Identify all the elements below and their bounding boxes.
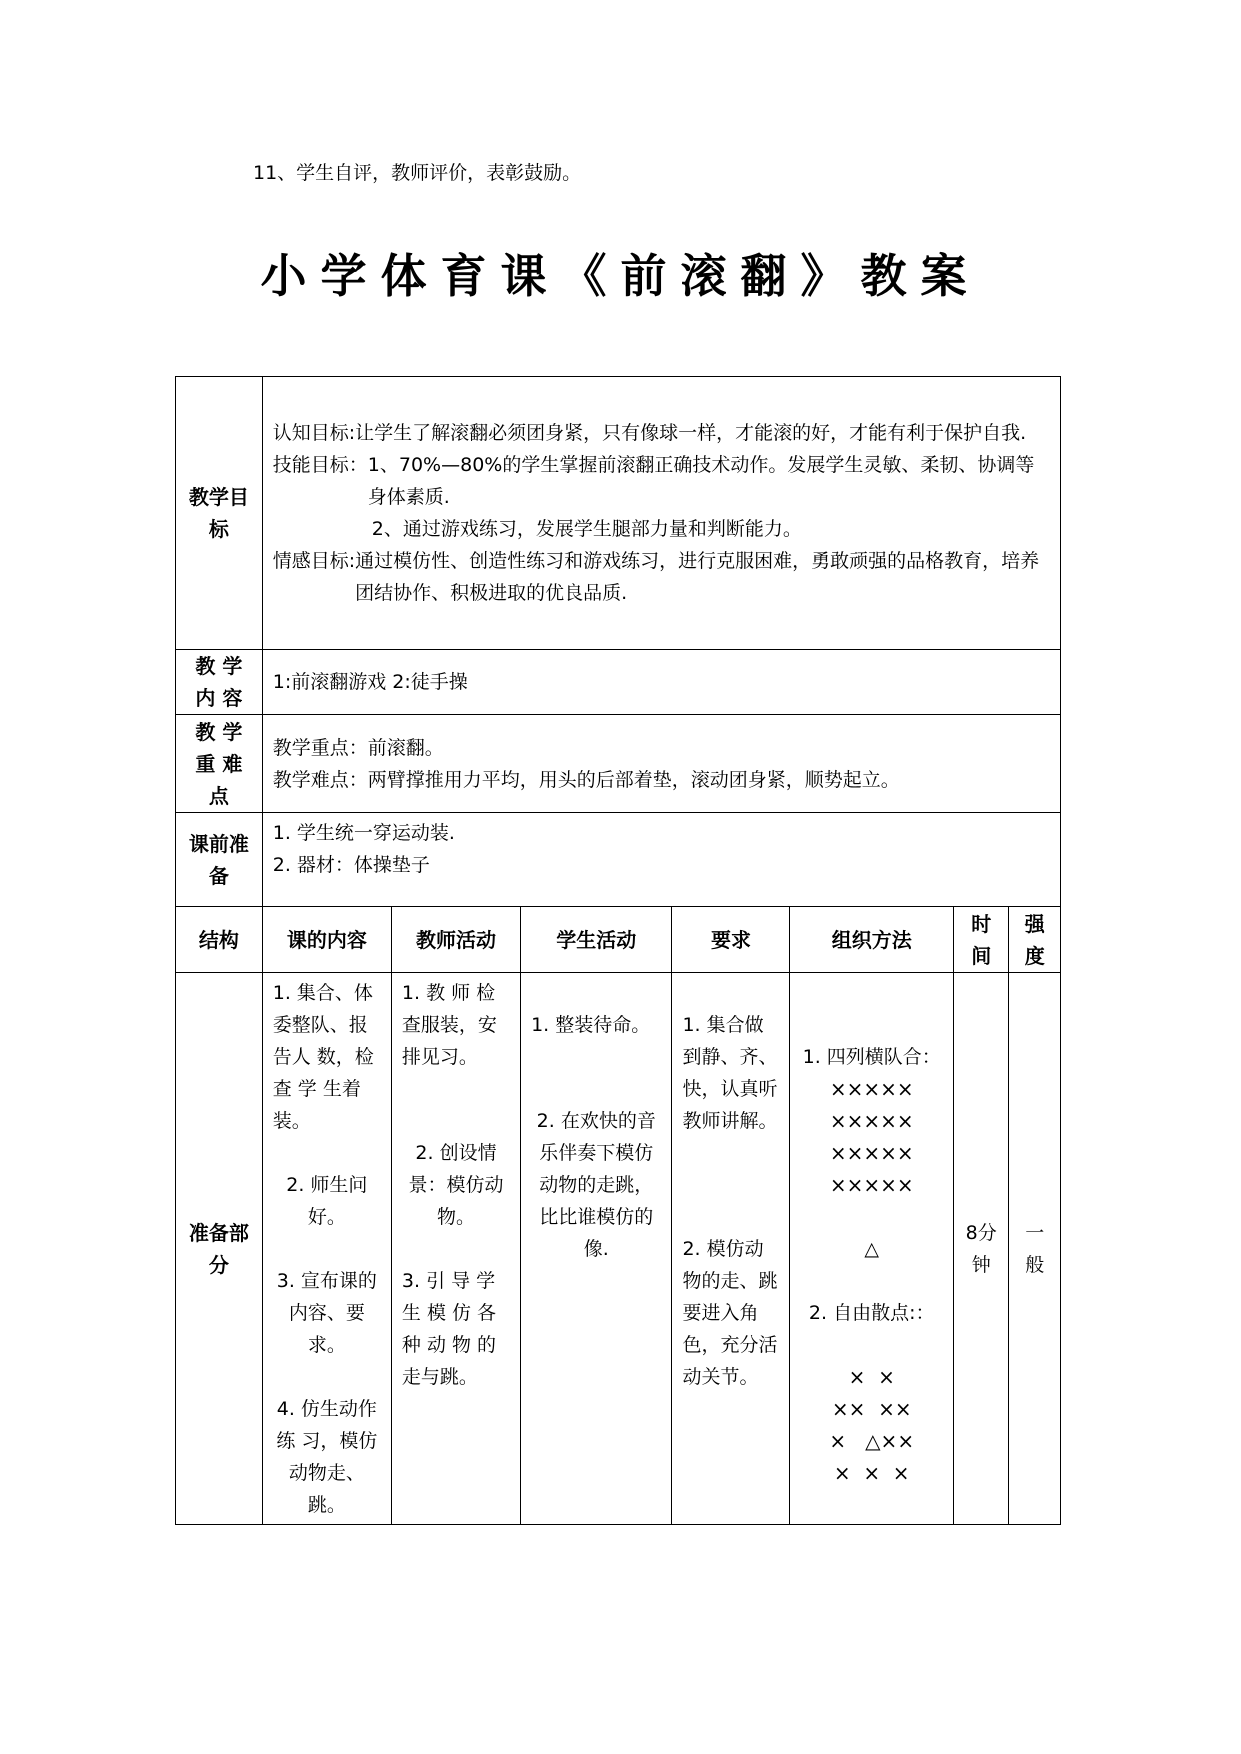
keypoints-row — [176, 715, 1061, 813]
teacher-item-3: 3. 引 导 学生 模 仿 各种 动 物 的走与跳。 — [401, 1270, 497, 1388]
content-item-2: 2. 师生问好。 — [286, 1174, 368, 1228]
skill-goal-key: 技能目标： — [272, 454, 368, 476]
header-lesson-content: 课的内容 — [262, 907, 391, 973]
section-label: 准备部分 — [176, 973, 263, 1525]
header-organization: 组织方法 — [790, 907, 953, 973]
header-student-activity: 学生活动 — [521, 907, 672, 973]
scatter-formation: × × ×× ×× × △×× × × × — [829, 1365, 915, 1485]
keypoints-label: 教 学 重 难 点 — [176, 715, 263, 813]
lesson-plan-table — [175, 376, 1061, 1525]
four-row-formation: ××××× ××××× ××××× ××××× — [829, 1077, 914, 1197]
requirements-cell — [672, 973, 790, 1525]
student-item-1: 1. 整装待命。 — [531, 1014, 651, 1036]
time-cell: 8分钟 — [953, 973, 1008, 1525]
keypoint-difficulty: 教学难点：两臂撑推用力平均，用头的后部着垫，滚动团身紧，顺势起立。 — [272, 768, 900, 791]
organization-item-2: 2. 自由散点:： — [808, 1302, 935, 1324]
intro-line: 11、学生自评，教师评价，表彰鼓励。 — [253, 162, 582, 184]
cognitive-goal — [273, 417, 1050, 449]
content-item-4: 4. 仿生动作练 习，模仿动物走、跳。 — [276, 1398, 378, 1516]
header-requirements: 要求 — [672, 907, 790, 973]
header-structure: 结构 — [176, 907, 263, 973]
skill-goal-text: 1、70%—80%的学生掌握前滚翻正确技术动作。发展学生灵敏、柔韧、协调等身体素质. — [367, 454, 1035, 508]
content-label: 教 学 内 容 — [176, 650, 263, 715]
cognitive-goal-key: 认知目标: — [272, 422, 356, 444]
prep-line-1: 1. 学生统一穿运动装. — [272, 822, 455, 844]
prep-label: 课前准备 — [176, 813, 263, 907]
prep-cell — [262, 813, 1060, 907]
teacher-item-2: 2. 创设情景：模仿动物。 — [408, 1142, 504, 1228]
header-intensity: 强度 — [1009, 907, 1061, 973]
emotion-goal-text: 通过模仿性、创造性练习和游戏练习，进行克服困难，勇敢顽强的品格教育，培养团结协作、积极进取的优良品质. — [355, 550, 1040, 604]
requirement-item-1: 1. 集合做到静、齐、快，认真听教师讲解。 — [682, 1014, 778, 1132]
header-time: 时间 — [953, 907, 1008, 973]
organization-cell — [790, 973, 953, 1525]
prep-line-2: 2. 器材：体操垫子 — [272, 854, 430, 876]
keypoints-cell — [262, 715, 1060, 813]
keypoint-focus: 教学重点：前滚翻。 — [272, 736, 444, 759]
content-text: 1:前滚翻游戏 2:徒手操 — [262, 650, 1060, 715]
cognitive-goal-text: 让学生了解滚翻必须团身紧，只有像球一样，才能滚的好，才能有利于保护自我. — [355, 422, 1027, 444]
skill-goal — [273, 449, 1050, 513]
requirement-item-2: 2. 模仿动物的走、跳要进入角色，充分活动关节。 — [682, 1238, 778, 1388]
student-item-2: 2. 在欢快的音乐伴奏下模仿动物的走跳，比比谁模仿的像. — [536, 1110, 656, 1260]
intensity-cell: 一般 — [1009, 973, 1061, 1525]
lesson-content-cell — [262, 973, 391, 1525]
document-title: 小学体育课《前滚翻》教案 — [260, 249, 981, 303]
goals-row — [176, 377, 1061, 650]
header-row — [176, 907, 1061, 973]
emotion-goal-key: 情感目标: — [272, 550, 356, 572]
student-activity-cell — [521, 973, 672, 1525]
teacher-activity-cell — [391, 973, 520, 1525]
prep-row — [176, 813, 1061, 907]
prep-section-row — [176, 973, 1061, 1525]
header-teacher-activity: 教师活动 — [391, 907, 520, 973]
content-item-3: 3. 宣布课的内容、要求。 — [276, 1270, 377, 1356]
teacher-item-1: 1. 教 师 检查服装，安排见习。 — [401, 982, 497, 1068]
skill-goal-text-2: 2、通过游戏练习，发展学生腿部力量和判断能力。 — [371, 518, 802, 540]
goals-label: 教学目标 — [176, 377, 263, 650]
organization-item-1: 1. 四列横队合： — [802, 1046, 941, 1068]
goals-cell — [262, 377, 1060, 650]
teacher-position-marker: △ — [864, 1238, 880, 1260]
emotion-goal — [273, 545, 1050, 609]
content-row — [176, 650, 1061, 715]
content-item-1: 1. 集合、体委整队、报告人 数，检 查 学 生着装。 — [272, 982, 374, 1132]
